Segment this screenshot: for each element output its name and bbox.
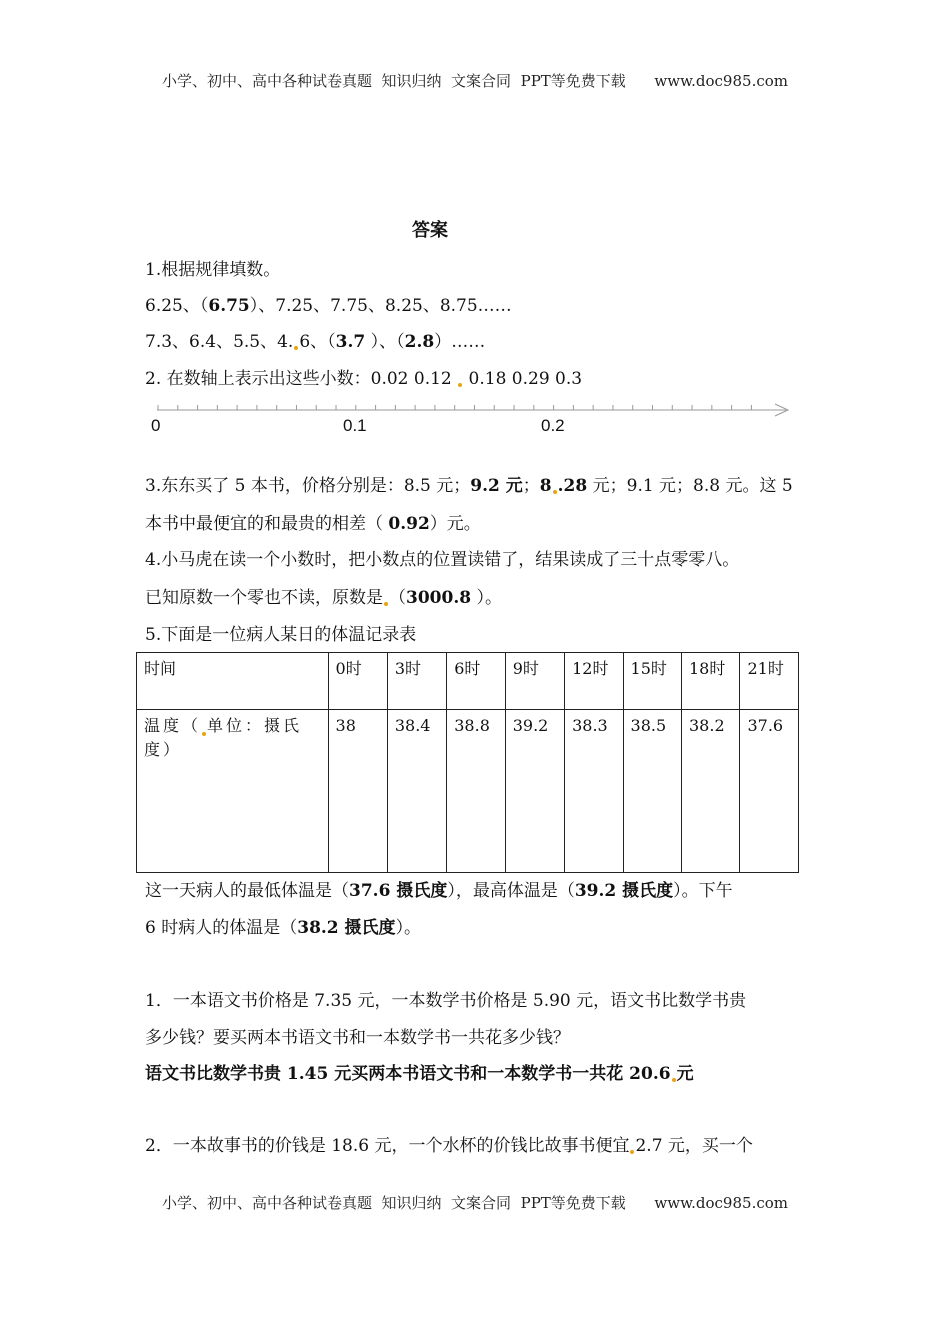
time-cell: 21时 [740, 653, 799, 710]
q3-highlight-price: 9.2 元 [470, 476, 523, 496]
number-line-label-0.1: 0.1 [343, 416, 367, 435]
q5-6pm-answer: 38.2 摄氏度 [297, 918, 396, 938]
edit-mark [553, 490, 557, 494]
word1-line1: 1．一本语文书价格是 7.35 元，一本数学书价格是 5.90 元，语文书比数学书贵 [145, 991, 747, 1011]
answer-title: 答案 [412, 220, 448, 241]
q5-prompt: 5.下面是一位病人某日的体温记录表 [145, 625, 417, 645]
page-footer: 小学、初中、高中各种试卷真题 知识归纳 文案合同 PPT等免费下载 www.doc985.com [161, 1194, 788, 1212]
q3-answer: 0.92 [388, 514, 430, 534]
table-row-temperature [137, 710, 799, 873]
edit-mark [202, 732, 206, 736]
q5-result-line1: 这一天病人的最低体温是（37.6 摄氏度），最高体温是（39.2 摄氏度）。下午 [145, 881, 733, 901]
temperature-cell: 38.3 [565, 710, 623, 873]
q4-answer: 3000.8 [406, 588, 472, 608]
number-line-label-0: 0 [151, 416, 161, 435]
time-cell: 12时 [565, 653, 623, 710]
q1-prompt: 1.根据规律填数。 [145, 260, 281, 280]
table-row-time [137, 653, 799, 710]
q3-line2: 本书中最便宜的和最贵的相差（ 0.92）元。 [145, 514, 481, 534]
q2-prompt: 2. 在数轴上表示出这些小数：0.02 0.12 0.18 0.29 0.3 [145, 369, 583, 389]
time-cell: 15时 [623, 653, 681, 710]
q4-line1: 4.小马虎在读一个小数时，把小数点的位置读错了，结果读成了三十点零零八。 [145, 550, 740, 570]
edit-mark [294, 346, 298, 350]
temperature-cell: 38.4 [387, 710, 446, 873]
edit-mark [672, 1078, 676, 1082]
q1-line1: 6.25、（6.75）、7.25、7.75、8.25、8.75…… [145, 296, 512, 316]
temperature-cell: 37.6 [740, 710, 799, 873]
edit-mark [458, 383, 462, 387]
q5-max-answer: 39.2 摄氏度 [574, 881, 674, 901]
q5-result-line2: 6 时病人的体温是（38.2 摄氏度）。 [145, 918, 422, 938]
time-cell: 9时 [505, 653, 564, 710]
table-header-time: 时间 [137, 653, 329, 710]
word1-answer: 语文书比数学书贵 1.45 元买两本书语文书和一本数学书一共花 20.6 元 [145, 1064, 694, 1084]
temperature-cell: 38.2 [682, 710, 740, 873]
table-header-temperature: 温度（ 单位：摄氏度） [137, 710, 329, 873]
q4-line2: 已知原数一个零也不读，原数是 （3000.8 ）。 [145, 588, 502, 608]
temperature-table [136, 652, 799, 873]
temperature-cell: 38.8 [447, 710, 505, 873]
q1-answer1: 6.75 [208, 296, 250, 316]
time-cell: 0时 [328, 653, 387, 710]
time-cell: 18时 [682, 653, 740, 710]
edit-mark [630, 1150, 634, 1154]
time-cell: 3时 [387, 653, 446, 710]
temperature-cell: 39.2 [505, 710, 564, 873]
number-line [0, 395, 950, 435]
q5-min-answer: 37.6 摄氏度 [349, 881, 448, 901]
q3-line1: 3.东东买了 5 本书，价格分别是：8.5 元；9.2 元；8 .28 元；9.1 元；8.8 元。这 5 [145, 476, 793, 496]
edit-mark [384, 602, 388, 606]
number-line-label-0.2: 0.2 [541, 416, 565, 435]
temperature-cell: 38.5 [623, 710, 681, 873]
word1-line2: 多少钱？要买两本书语文书和一本数学书一共花多少钱？ [145, 1028, 570, 1048]
temperature-cell: 38 [328, 710, 387, 873]
q1-line2: 7.3、6.4、5.5、4. 6、（3.7 ）、（2.8）…… [145, 332, 486, 352]
q1-answer2: 3.7 [335, 332, 366, 352]
word2-line1: 2．一本故事书的价钱是 18.6 元，一个水杯的价钱比故事书便宜 2.7 元，买一个 [145, 1136, 753, 1156]
q1-answer3: 2.8 [404, 332, 435, 352]
page-header: 小学、初中、高中各种试卷真题 知识归纳 文案合同 PPT等免费下载 www.doc985.com [161, 72, 788, 90]
time-cell: 6时 [447, 653, 505, 710]
